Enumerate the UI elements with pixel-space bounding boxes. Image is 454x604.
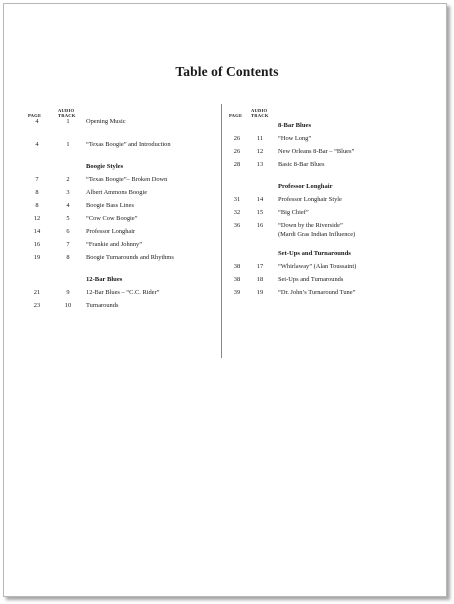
track-header-label — [251, 108, 275, 118]
entry-page: 4 — [35, 141, 39, 148]
entry-page: 26 — [233, 148, 241, 155]
entry-title: “Big Chief” — [278, 209, 309, 216]
track-header-line1: AUDIO — [251, 107, 268, 113]
entry-title-line2: (Mardi Gras Indian Influence) — [278, 231, 356, 239]
page-title: Table of Contents — [175, 64, 279, 79]
toc-entry[interactable] — [226, 208, 436, 221]
entry-page: 36 — [233, 222, 241, 229]
left-column — [24, 100, 220, 314]
entry-page: 12 — [33, 215, 41, 222]
entry-title: Boogie Turnarounds and Rhythms — [86, 254, 174, 261]
entry-title: New Orleans 8-Bar – “Blues” — [278, 148, 355, 155]
entry-page: 19 — [33, 254, 41, 261]
entry-title: “How Long” — [278, 135, 312, 142]
entry-track: 10 — [64, 302, 72, 309]
entry-track: 5 — [66, 215, 70, 222]
toc-entry[interactable] — [226, 288, 436, 301]
entry-track: 15 — [256, 209, 264, 216]
toc-entry[interactable] — [24, 175, 220, 188]
toc-entry[interactable] — [226, 262, 436, 275]
entry-title: “Texas Boogie”– Broken Down — [86, 176, 168, 183]
entry-title: Boogie Bass Lines — [86, 202, 134, 209]
section-heading-set-ups-and-turnarounds: Set-Ups and Turnarounds — [278, 249, 351, 257]
entry-page: 32 — [233, 209, 241, 216]
entry-track: 6 — [66, 228, 70, 235]
entry-page: 8 — [35, 189, 39, 196]
left-column-header — [24, 100, 220, 118]
entry-page: 14 — [33, 228, 41, 235]
entry-track: 4 — [66, 202, 70, 209]
entry-title: Professor Longhair — [86, 228, 136, 235]
entry-track: 12 — [256, 148, 264, 155]
section-heading-boogie-styles: Boogie Styles — [86, 163, 124, 170]
entry-track: 8 — [66, 254, 70, 261]
toc-entry[interactable] — [24, 288, 220, 301]
entry-track: 1 — [66, 141, 70, 148]
entry-page: 23 — [33, 302, 41, 309]
entry-page: 21 — [33, 289, 41, 296]
entry-page: 16 — [33, 241, 41, 248]
right-column — [226, 100, 436, 301]
toc-entry[interactable] — [24, 253, 220, 266]
toc-entry[interactable] — [24, 140, 220, 153]
entry-title: Basic 8-Bar Blues — [278, 161, 325, 168]
entry-title: Professor Longhair Style — [278, 196, 342, 203]
entry-page: 39 — [233, 288, 241, 296]
entry-track: 19 — [256, 288, 264, 296]
right-column-header — [226, 100, 436, 118]
entry-track: 11 — [256, 135, 264, 142]
track-header-line2: TRACK — [58, 112, 76, 118]
entry-track: 2 — [66, 176, 70, 183]
entry-track: 3 — [66, 189, 70, 196]
track-header-line2: TRACK — [251, 112, 269, 118]
toc-entry[interactable] — [226, 275, 436, 288]
entry-title: Turnarounds — [86, 302, 119, 309]
entry-title: “Dr. John’s Turnaround Tune” — [278, 288, 356, 296]
toc-entry[interactable] — [24, 227, 220, 240]
entry-page: 26 — [233, 135, 241, 142]
entry-page: 28 — [233, 161, 241, 168]
toc-entry[interactable] — [226, 195, 436, 208]
entry-track: 14 — [256, 196, 264, 203]
entry-track: 7 — [66, 241, 70, 248]
section-heading-professor-longhair: Professor Longhair — [278, 183, 333, 190]
entry-title: Opening Music — [86, 118, 126, 125]
toc-entry[interactable] — [24, 301, 220, 314]
entry-title-line1: “Down by the Riverside” — [278, 222, 343, 229]
toc-entry[interactable] — [226, 147, 436, 160]
entry-page: 38 — [233, 262, 241, 270]
entry-page: 31 — [233, 196, 241, 203]
toc-entry[interactable] — [24, 201, 220, 214]
toc-entry[interactable] — [226, 134, 436, 147]
toc-entry[interactable] — [24, 117, 220, 130]
entry-track: 1 — [66, 118, 70, 125]
entry-page: 4 — [35, 118, 39, 125]
entry-page: 38 — [233, 275, 241, 283]
section-heading-8-bar-blues: 8-Bar Blues — [278, 122, 312, 129]
toc-entry[interactable] — [24, 188, 220, 201]
toc-entry[interactable] — [226, 160, 436, 173]
entry-title: “Whirlaway” (Alan Toussaint) — [278, 262, 357, 270]
entry-title: “Texas Boogie” and Introduction — [86, 141, 171, 148]
page-header-label: PAGE — [229, 112, 243, 118]
entry-title — [278, 221, 436, 240]
entry-track: 18 — [256, 275, 264, 283]
entry-title: “Frankie and Johnny” — [86, 241, 143, 248]
track-header-line1: AUDIO — [58, 107, 75, 113]
column-divider — [221, 104, 222, 358]
toc-entry[interactable] — [226, 221, 436, 240]
entry-page: 8 — [35, 202, 39, 209]
toc-entry[interactable] — [24, 214, 220, 227]
entry-page: 7 — [35, 176, 39, 183]
toc-entry[interactable] — [24, 240, 220, 253]
entry-title: 12-Bar Blues – “C.C. Rider” — [86, 289, 160, 296]
page-header-label: PAGE — [28, 112, 42, 118]
entry-track: 9 — [66, 289, 70, 296]
section-heading-12-bar-blues: 12-Bar Blues — [86, 276, 123, 283]
entry-title: Set-Ups and Turnarounds — [278, 275, 344, 283]
entry-track: 16 — [256, 222, 264, 229]
entry-title: Albert Ammons Boogie — [86, 189, 148, 196]
entry-title: “Cow Cow Boogie” — [86, 215, 138, 222]
entry-track: 17 — [256, 262, 264, 270]
entry-track: 13 — [256, 161, 264, 168]
